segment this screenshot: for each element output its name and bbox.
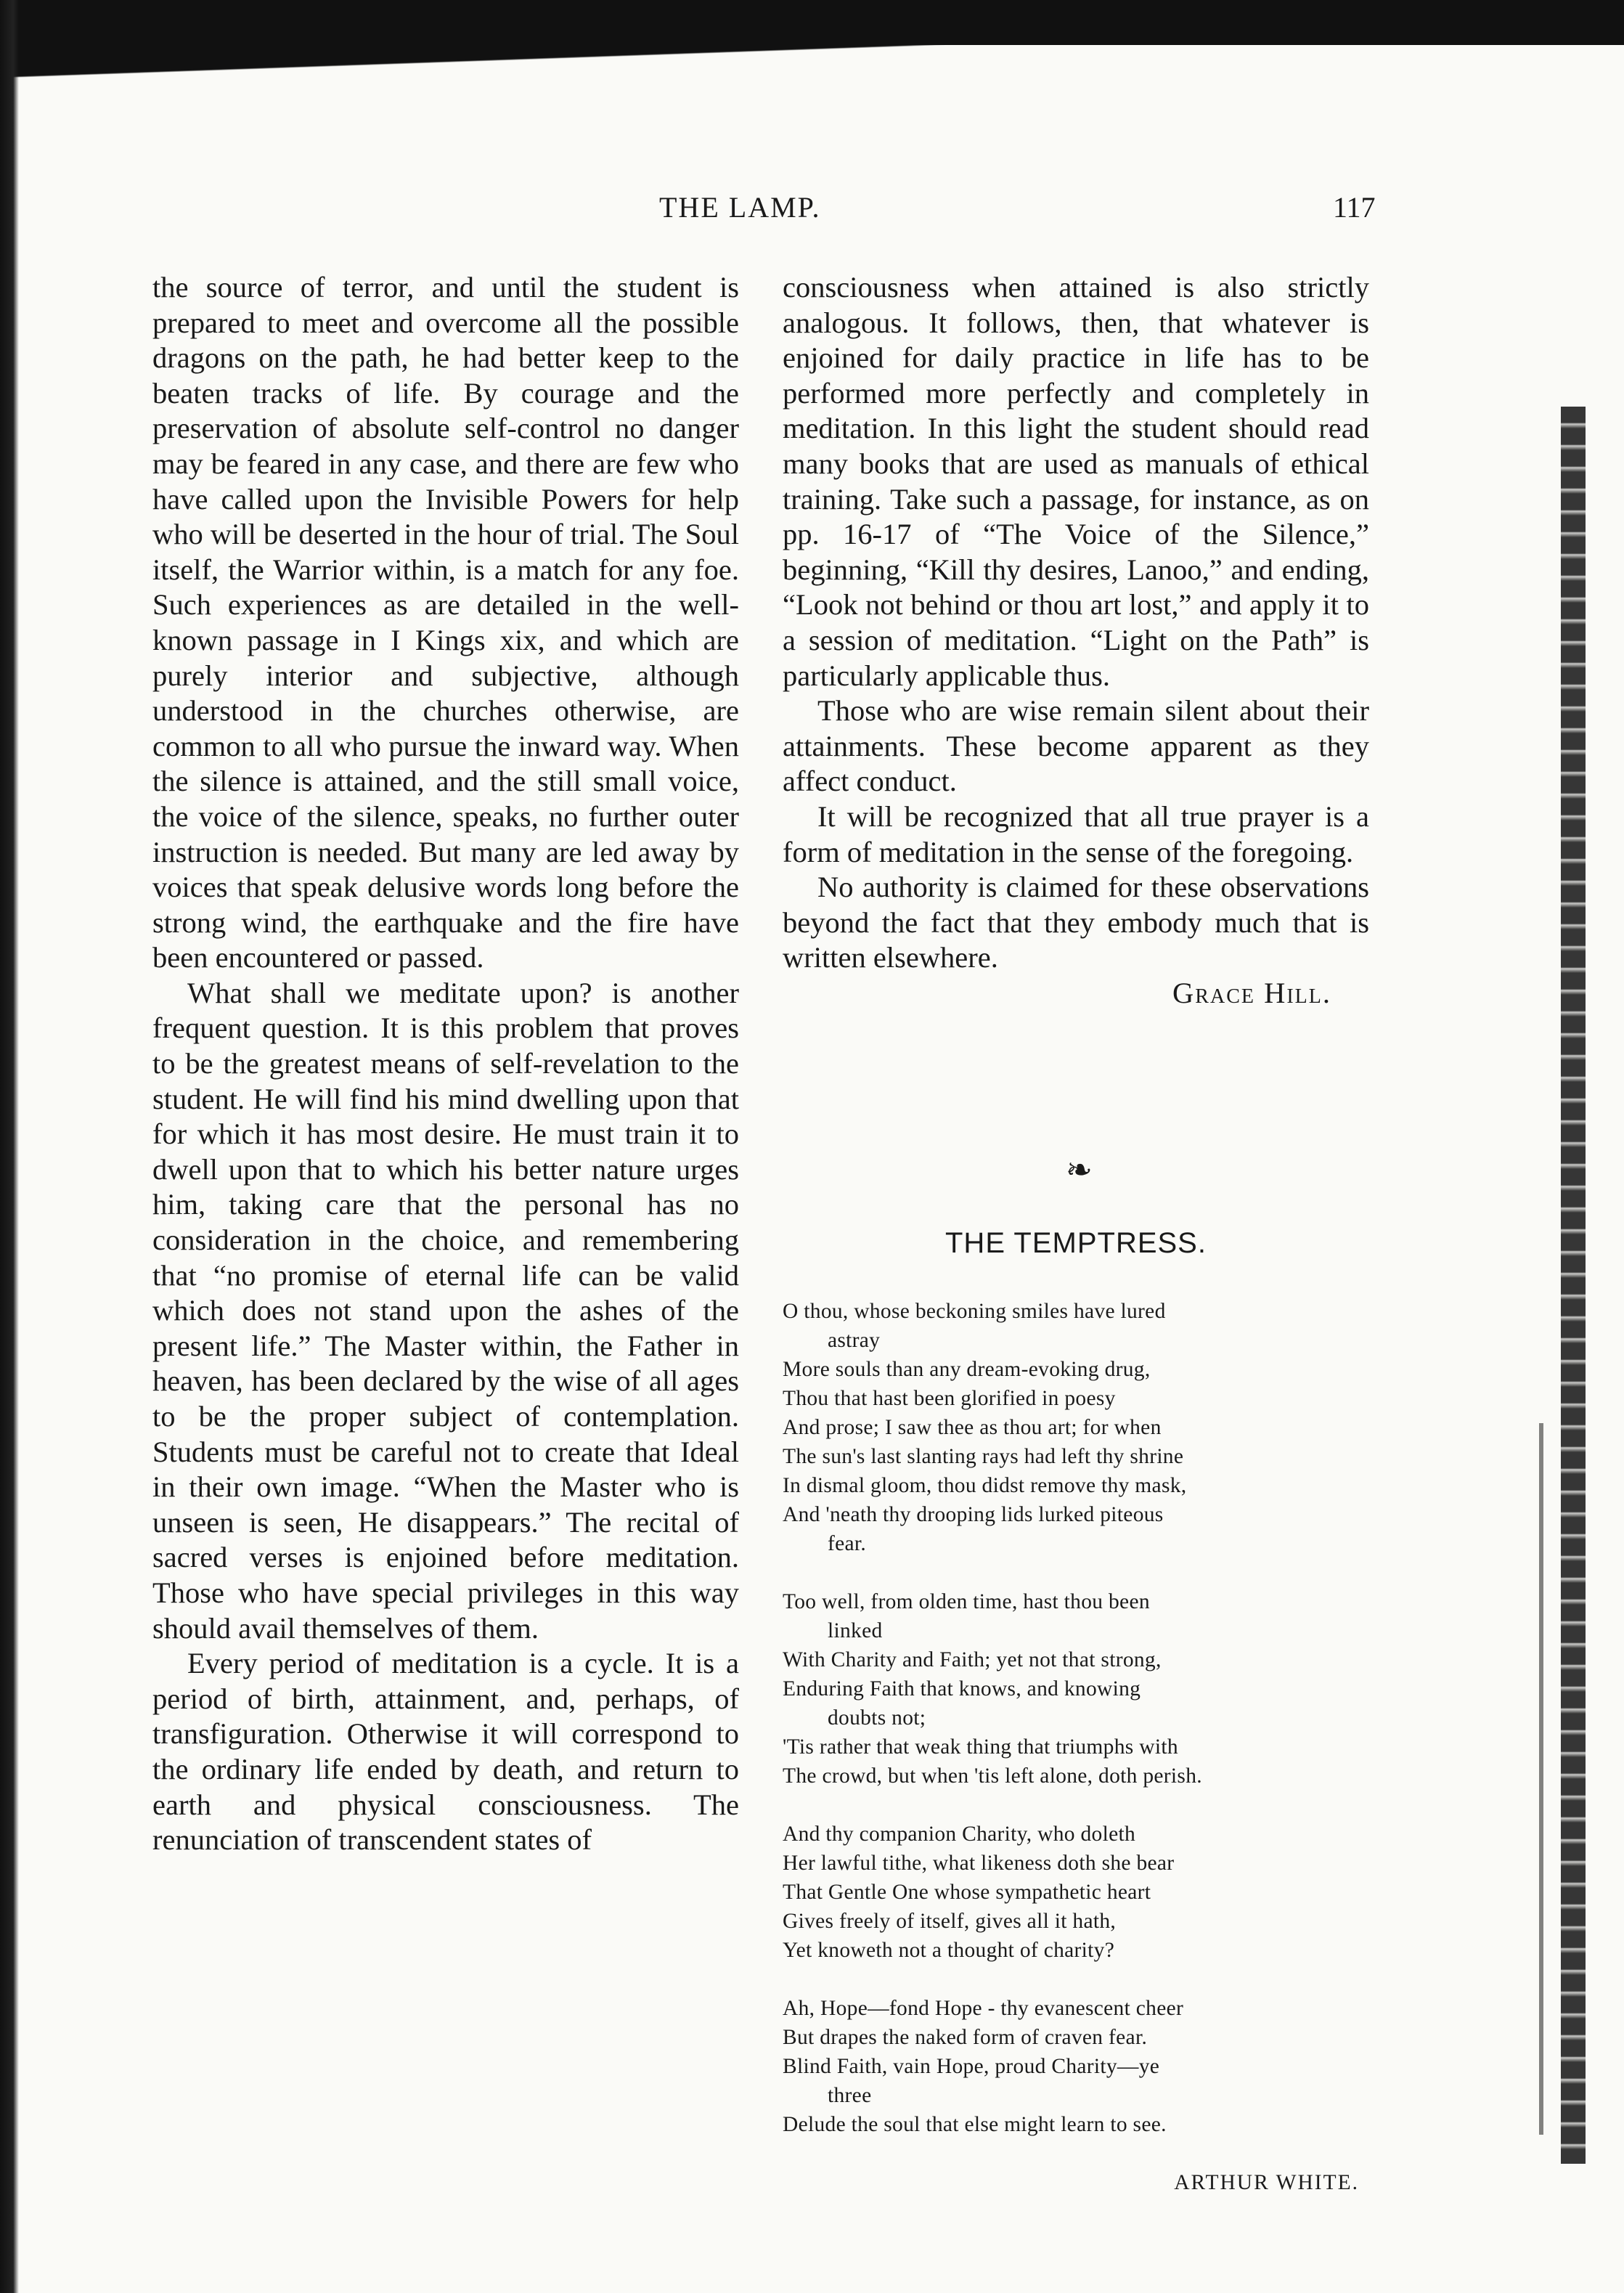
poem-line: More souls than any dream-evoking drug,	[783, 1358, 1151, 1381]
right-paragraph-1: consciousness when attained is also strictly analogous. It follows, then, that whatever is enjoined for daily practice in life has to be performed more perfectly and completely in meditation. In this light the student should read many books that are used as manuals of ethical training. Take such a passage, for instance, as on pp. 16-17 of “The Voice of the Silence,” beginning, “Kill thy desires, Lanoo,” and ending, “Look not behind or thou art lost,” and apply it to a session of meditation. “Light on the Path” is particularly applicable thus.	[783, 271, 1369, 692]
poem-line: And thy companion Charity, who doleth	[783, 1822, 1136, 1846]
scan-binding-shadow	[1561, 407, 1586, 2164]
poem-line: In dismal gloom, thou didst remove thy mask,	[783, 1474, 1187, 1497]
poem-title: THE TEMPTRESS.	[945, 1227, 1207, 1259]
poem-line: Thou that hast been glorified in poesy	[783, 1387, 1116, 1410]
poem-line: And 'neath thy drooping lids lurked piteous	[783, 1503, 1164, 1526]
scan-border-left	[0, 0, 19, 2293]
right-paragraph-2: Those who are wise remain silent about their attainments. These become apparent as they affect conduct.	[783, 694, 1369, 798]
poem-line: Too well, from olden time, hast thou been	[783, 1590, 1150, 1613]
poem-line: 'Tis rather that weak thing that triumphs with	[783, 1735, 1178, 1759]
poem-line: Delude the soul that else might learn to see.	[783, 2113, 1167, 2136]
article-signature: Grace Hill.	[1172, 976, 1331, 1009]
poem-line: O thou, whose beckoning smiles have lured	[783, 1300, 1166, 1323]
poem-stanza-3	[783, 1820, 1369, 1965]
running-head: THE LAMP.	[659, 191, 821, 224]
page-number: 117	[1333, 191, 1376, 224]
left-paragraph-2: What shall we meditate upon? is another frequent question. It is this problem that proves to be the greatest means of self-revelation to the student. He will find his mind dwelling upon that for which it has most desire. He must train it to dwell upon that to which his better nature urges him, taking care that the personal has no consideration in the choice, and remembering that “no promise of eternal life can be valid which does not stand upon the ashes of the present life.” The Master within, the Father in heaven, has been declared by the wise of all ages to be the proper subject of contemplation. Students must be careful not to create that Ideal in their own image. “When the Master who is unseen is seen, He disappears.” The recital of sacred verses is enjoined before meditation. Those who have special privileges in this way should avail themselves of them.	[152, 976, 739, 1645]
poem-line: But drapes the naked form of craven fear.	[783, 2026, 1148, 2049]
poem-line-continuation: doubts not;	[828, 1706, 926, 1730]
scan-binding-line	[1539, 1423, 1543, 2135]
poem-line: The crowd, but when 'tis left alone, doth perish.	[783, 1764, 1202, 1788]
poem-line-continuation: three	[828, 2084, 872, 2107]
left-paragraph-3: Every period of meditation is a cycle. It is a period of birth, attainment, and, perhaps, of transfiguration. Otherwise it will correspond to the ordinary life ended by death, and return to earth and physical consciousness. The renunciation of transcendent states of	[152, 1647, 739, 1857]
poem-line: And prose; I saw thee as thou art; for when	[783, 1416, 1162, 1439]
poem-stanza-2	[783, 1587, 1369, 1791]
scan-shadow-top	[0, 29, 1624, 109]
poem-line: That Gentle One whose sympathetic heart	[783, 1881, 1151, 1904]
right-paragraph-4: No authority is claimed for these observations beyond the fact that they embody much that is written elsewhere.	[783, 871, 1369, 974]
poem-line: Her lawful tithe, what likeness doth she bear	[783, 1852, 1175, 1875]
poem-line-continuation: fear.	[828, 1532, 867, 1555]
poem-stanza-4	[783, 1994, 1369, 2139]
right-column	[783, 270, 1369, 1011]
poem-line: Blind Faith, vain Hope, proud Charity—ye	[783, 2055, 1160, 2078]
poem-line-continuation: linked	[828, 1619, 883, 1642]
poem-line: Ah, Hope—fond Hope - thy evanescent cheer	[783, 1997, 1184, 2020]
poem-line: Yet knoweth not a thought of charity?	[783, 1939, 1115, 1962]
poem	[783, 1297, 1369, 2197]
right-paragraph-3: It will be recognized that all true prayer is a form of meditation in the sense of the foregoing.	[783, 799, 1369, 868]
poem-line-continuation: astray	[828, 1329, 881, 1352]
poem-line: Enduring Faith that knows, and knowing	[783, 1677, 1141, 1701]
poem-stanza-1	[783, 1297, 1369, 1558]
poem-line: The sun's last slanting rays had left thy shrine	[783, 1445, 1184, 1468]
poem-line: Gives freely of itself, gives all it hath,	[783, 1910, 1117, 1933]
poem-signature: ARTHUR WHITE.	[1174, 2171, 1359, 2194]
fleuron-ornament-icon: ❧	[1066, 1152, 1093, 1188]
poem-line: With Charity and Faith; yet not that strong,	[783, 1648, 1162, 1671]
left-paragraph-1: the source of terror, and until the student is prepared to meet and overcome all the possible dragons on the path, he had better keep to the beaten tracks of life. By courage and the preservation of absolute self-control no danger may be feared in any case, and there are few who have called upon the Invisible Powers for help who will be deserted in the hour of trial. The Soul itself, the Warrior within, is a match for any foe. Such experiences as are detailed in the well-known passage in I Kings xix, and which are purely interior and subjective, although understood in the churches otherwise, are common to all who pursue the inward way. When the silence is attained, and the still small voice, the voice of the silence, speaks, no further outer instruction is needed. But many are led away by voices that speak delusive words long before the strong wind, the earthquake and the fire have been encountered or passed.	[152, 271, 739, 974]
left-column	[152, 270, 739, 1858]
